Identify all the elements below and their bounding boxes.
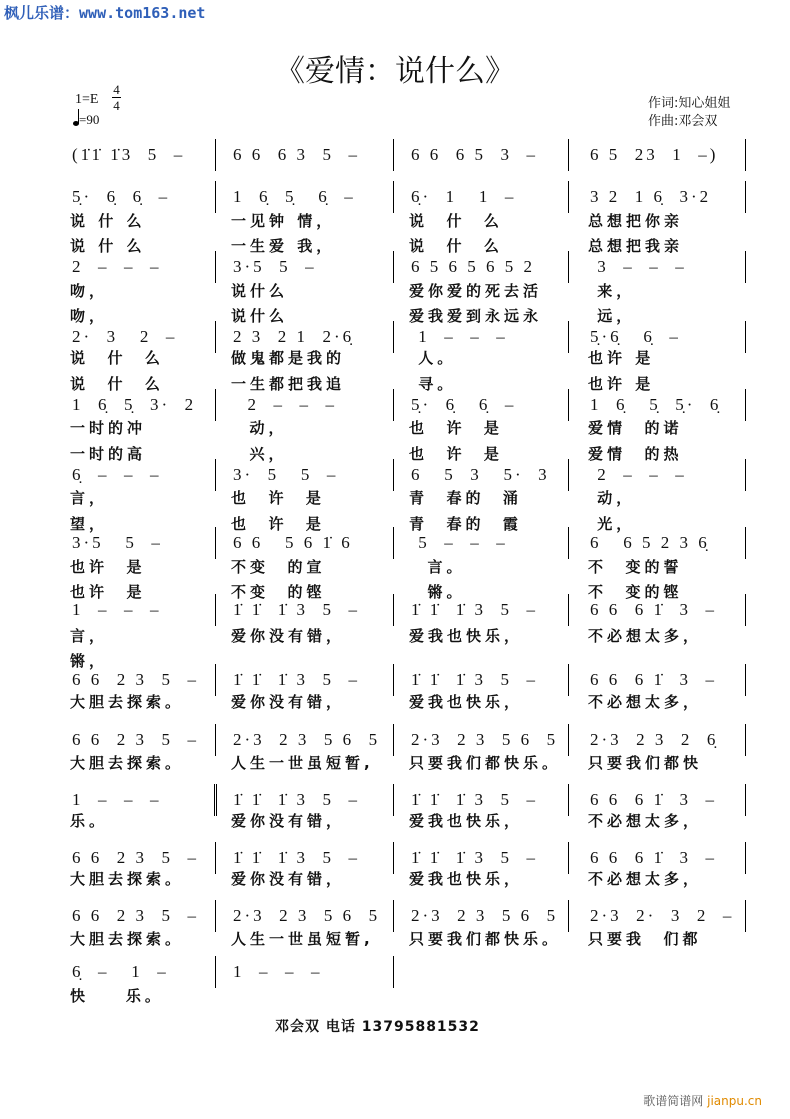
measure-notes: 1̇ 1̇ 1̇ 3 5 –: [233, 790, 360, 809]
barline: [568, 251, 569, 283]
lyric-line-1: 也 许 是: [409, 419, 503, 437]
barline: [215, 459, 216, 491]
repeat-sign: [214, 784, 220, 816]
lyric-line-2: 说什么: [231, 307, 289, 325]
lyric-line-1: 大胆去探索。: [70, 870, 185, 888]
barline: [393, 594, 394, 626]
lyric-line-1: 爱我也快乐，: [409, 627, 524, 645]
lyric-line-1: 爱我也快乐，: [409, 870, 524, 888]
lyric-line-1: 一见钟 情，: [231, 212, 336, 230]
lyric-line-1: 说 什 么: [409, 212, 503, 230]
barline: [568, 664, 569, 696]
key-signature: 1=E: [75, 92, 99, 107]
barline: [745, 251, 746, 283]
lyric-line-2: 望，: [70, 515, 109, 533]
measure-notes: 5 – – –: [411, 533, 508, 552]
measure-notes: 2 – – –: [590, 465, 687, 484]
measure-notes: 1 6̣ 5̣ 6̣ –: [233, 187, 356, 206]
measure-notes: 5̣· 6̣ 6̣ –: [72, 187, 171, 206]
lyric-line-1: 也许 是: [588, 349, 655, 367]
measure-notes: 2·3 2 3 5 6 5: [411, 906, 559, 925]
lyric-line-2: 寻。: [409, 375, 457, 393]
measure-notes: 1̇ 1̇ 1̇ 3 5 –: [233, 848, 360, 867]
lyric-line-2: 也许 是: [588, 375, 655, 393]
measure-notes: 1 6̣ 5̣ 3· 2: [72, 395, 197, 414]
lyric-line-2: 不 变的铿: [588, 583, 683, 601]
barline: [745, 664, 746, 696]
barline: [568, 724, 569, 756]
measure-notes: 1̇ 1̇ 1̇ 3 5 –: [411, 670, 538, 689]
barline: [568, 139, 569, 171]
barline: [568, 784, 569, 816]
measure-notes: 6 6 5 6 1̇ 6: [233, 533, 353, 552]
lyric-line-1: 只要我们都快: [588, 754, 703, 772]
song-title: 《爱情：说什么》: [275, 54, 515, 89]
lyric-line-1: 爱你没有错，: [231, 870, 346, 888]
measure-notes: 6̣· 1 1 –: [411, 187, 517, 206]
lyric-line-1: 不必想太多，: [588, 693, 703, 711]
site-watermark: [4, 2, 205, 23]
barline: [745, 389, 746, 421]
lyric-line-1: 爱你没有错，: [231, 812, 346, 830]
measure-notes: 6 6 6 3 5 –: [233, 145, 360, 164]
measure-notes: 6 6 2 3 5 –: [72, 730, 199, 749]
barline: [215, 251, 216, 283]
tempo-marking: [73, 112, 99, 128]
watermark-label: 枫儿乐谱：: [4, 4, 80, 22]
barline: [393, 459, 394, 491]
lyric-line-1: 动，: [231, 419, 288, 437]
time-top: 4: [113, 82, 120, 97]
barline: [568, 181, 569, 213]
barline: [215, 594, 216, 626]
lyric-line-2: 青 春的 霞: [409, 515, 522, 533]
barline: [745, 900, 746, 932]
lyric-line-2: 说 什 么: [70, 375, 164, 393]
lyric-line-2: 也 许 是: [231, 515, 325, 533]
measure-notes: 1̇ 1̇ 1̇ 3 5 –: [411, 790, 538, 809]
lyric-line-1: 爱你爱的死去活: [409, 282, 543, 300]
lyric-line-1: 青 春的 涌: [409, 489, 522, 507]
lyric-line-1: 说 什 么: [70, 349, 164, 367]
lyric-line-1: 一时的冲: [70, 419, 147, 437]
measure-notes: 6̣ – – –: [72, 465, 162, 484]
lyric-line-1: 只要我们都快乐。: [409, 930, 562, 948]
lyric-line-1: 总想把你亲: [588, 212, 684, 230]
lyric-line-1: 动，: [588, 489, 636, 507]
barline: [568, 527, 569, 559]
barline: [393, 956, 394, 988]
lyric-line-2: 一时的高: [70, 445, 147, 463]
measure-notes: 6 6 2 3 5 –: [72, 670, 199, 689]
lyric-line-1: 也许 是: [70, 558, 146, 576]
lyric-line-1: 大胆去探索。: [70, 930, 185, 948]
barline: [393, 251, 394, 283]
barline: [745, 784, 746, 816]
measure-notes: 3·5 5 –: [233, 257, 317, 276]
measure-notes: 1̇ 1̇ 1̇ 3 5 –: [411, 848, 538, 867]
lyric-line-1: 爱你没有错，: [231, 627, 346, 645]
barline: [745, 181, 746, 213]
measure-notes: 6 6 6 1̇ 3 –: [590, 670, 717, 689]
lyric-line-2: 锵，: [70, 652, 109, 670]
lyric-line-1: 大胆去探索。: [70, 754, 185, 772]
measure-notes: 3·5 5 –: [72, 533, 163, 552]
lyric-line-2: 吻，: [70, 307, 109, 325]
barline: [215, 956, 216, 988]
barline: [568, 842, 569, 874]
site-logo-label: 歌谱简谱网: [643, 1094, 708, 1108]
lyric-line-2: 兴，: [231, 445, 288, 463]
contact-footer: 邓会双 电话 13795881532: [275, 1019, 480, 1035]
lyric-line-1: 不必想太多，: [588, 870, 703, 888]
barline: [745, 594, 746, 626]
barline: [215, 724, 216, 756]
lyric-line-2: 远，: [588, 307, 636, 325]
measure-notes: 1 – – –: [411, 327, 508, 346]
barline: [215, 389, 216, 421]
measure-notes: 6 5 3 5· 3: [411, 465, 550, 484]
barline: [745, 724, 746, 756]
time-signature: [112, 82, 121, 113]
barline: [393, 900, 394, 932]
lyric-line-2: 锵。: [409, 583, 466, 601]
lyric-line-1: 大胆去探索。: [70, 693, 185, 711]
barline: [745, 842, 746, 874]
measure-notes: 6 6 6 1̇ 3 –: [590, 848, 717, 867]
lyric-line-1: 言，: [70, 489, 109, 507]
measure-notes: 6 6 2 3 5 –: [72, 848, 199, 867]
lyric-line-1: 做鬼都是我的: [231, 349, 346, 367]
lyric-line-1: 不必想太多，: [588, 627, 703, 645]
tempo-value: =90: [79, 112, 100, 127]
measure-notes: 2· 3 2 –: [72, 327, 178, 346]
measure-notes: 2·3 2 3 5 6 5: [233, 730, 381, 749]
lyric-line-2: 说 什 么: [70, 237, 146, 255]
barline: [215, 664, 216, 696]
measure-notes: 2·3 2 3 2 6̣: [590, 730, 719, 749]
lyric-line-2: 爱情 的热: [588, 445, 683, 463]
measure-notes: 1̇ 1̇ 1̇ 3 5 –: [233, 600, 360, 619]
lyric-line-1: 爱情 的诺: [588, 419, 683, 437]
lyric-line-1: 爱你没有错，: [231, 693, 346, 711]
measure-notes: 1̇ 1̇ 1̇ 3 5 –: [411, 600, 538, 619]
lyric-line-1: 言，: [70, 627, 109, 645]
barline: [393, 724, 394, 756]
barline: [393, 139, 394, 171]
lyric-line-1: 快 乐。: [70, 987, 164, 1005]
site-logo: [643, 1092, 762, 1109]
lyric-line-1: 不变 的宣: [231, 558, 326, 576]
barline: [568, 321, 569, 353]
lyric-line-1: 吻，: [70, 282, 109, 300]
lyric-line-1: 不 变的誓: [588, 558, 683, 576]
measure-notes: 5̣·6̣ 6̣ –: [590, 327, 681, 346]
barline: [215, 842, 216, 874]
measure-notes: 6 5 6 5 6 5 2: [411, 257, 535, 276]
measure-notes: 2·3 2· 3 2 –: [590, 906, 735, 925]
measure-notes: 6 6 2 3 5 –: [72, 906, 199, 925]
barline: [393, 527, 394, 559]
watermark-url[interactable]: www.tom163.net: [79, 4, 206, 22]
lyric-line-2: 一生爱 我，: [231, 237, 336, 255]
barline: [215, 527, 216, 559]
barline: [393, 784, 394, 816]
lyric-line-1: 不必想太多，: [588, 812, 703, 830]
lyric-line-1: 也 许 是: [231, 489, 325, 507]
lyric-line-1: 来，: [588, 282, 636, 300]
lyric-line-1: 爱我也快乐，: [409, 812, 524, 830]
lyric-line-1: 只要我们都快乐。: [409, 754, 562, 772]
barline: [568, 900, 569, 932]
measure-notes: 3 2 1 6̣ 3·2: [590, 187, 712, 206]
lyric-line-2: 也 许 是: [409, 445, 503, 463]
measure-notes: 1 6̣ 5̣ 5̣· 6̣: [590, 395, 722, 414]
measure-notes: 1 – – –: [72, 790, 162, 809]
barline: [745, 527, 746, 559]
lyric-line-2: 也许 是: [70, 583, 146, 601]
composer-credit: 作曲:邓会双: [648, 114, 718, 129]
barline: [745, 459, 746, 491]
lyric-line-1: 说什么: [231, 282, 289, 300]
barline: [215, 139, 216, 171]
lyric-line-1: 说 什 么: [70, 212, 146, 230]
barline: [568, 389, 569, 421]
measure-notes: 3· 5 5 –: [233, 465, 339, 484]
measure-notes: 5̣· 6̣ 6̣ –: [411, 395, 517, 414]
lyric-line-1: 人。: [409, 349, 457, 367]
barline: [215, 900, 216, 932]
lyric-line-1: 人生一世虽短暂,: [231, 754, 374, 772]
barline: [568, 459, 569, 491]
measure-notes: 3 – – –: [590, 257, 687, 276]
barline: [215, 321, 216, 353]
measure-notes: 6 6 5 2 3 6̣: [590, 533, 710, 552]
measure-notes: 2 3 2 1 2·6̣: [233, 327, 355, 346]
measure-notes: 1 – – –: [233, 962, 323, 981]
lyric-line-2: 光，: [588, 515, 636, 533]
barline: [745, 139, 746, 171]
site-logo-domain: jianpu.cn: [707, 1094, 762, 1108]
barline: [393, 181, 394, 213]
measure-notes: 2·3 2 3 5 6 5: [233, 906, 381, 925]
lyric-line-2: 说 什 么: [409, 237, 503, 255]
measure-notes: (1̇1̇ 1̇3 5 –: [72, 145, 186, 164]
lyric-line-1: 人生一世虽短暂,: [231, 930, 374, 948]
measure-notes: 6 6 6 1̇ 3 –: [590, 600, 717, 619]
lyric-line-2: 一生都把我追: [231, 375, 346, 393]
barline: [215, 181, 216, 213]
measure-notes: 6̣ – 1 –: [72, 962, 169, 981]
barline: [393, 389, 394, 421]
barline: [745, 321, 746, 353]
lyric-line-1: 爱我也快乐，: [409, 693, 524, 711]
lyric-line-1: 言。: [409, 558, 466, 576]
measure-notes: 6 5 23 1 –): [590, 145, 719, 164]
lyric-line-2: 总想把我亲: [588, 237, 684, 255]
lyric-line-2: 爱我爱到永远永: [409, 307, 543, 325]
measure-notes: 2 – – –: [72, 257, 162, 276]
lyric-line-1: 只要我 们都: [588, 930, 702, 948]
barline: [568, 594, 569, 626]
measure-notes: 2·3 2 3 5 6 5: [411, 730, 559, 749]
barline: [393, 321, 394, 353]
measure-notes: 1̇ 1̇ 1̇ 3 5 –: [233, 670, 360, 689]
measure-notes: 6 6 6 5 3 –: [411, 145, 538, 164]
barline: [393, 842, 394, 874]
time-bottom: 4: [113, 98, 120, 113]
lyric-line-1: 乐。: [70, 812, 109, 830]
measure-notes: 6 6 6 1̇ 3 –: [590, 790, 717, 809]
measure-notes: 1 – – –: [72, 600, 162, 619]
barline: [393, 664, 394, 696]
lyric-line-2: 不变 的铿: [231, 583, 326, 601]
lyricist-credit: 作词:知心姐姐: [648, 96, 731, 111]
quarter-note-icon: [73, 121, 79, 126]
measure-notes: 2 – – –: [233, 395, 337, 414]
